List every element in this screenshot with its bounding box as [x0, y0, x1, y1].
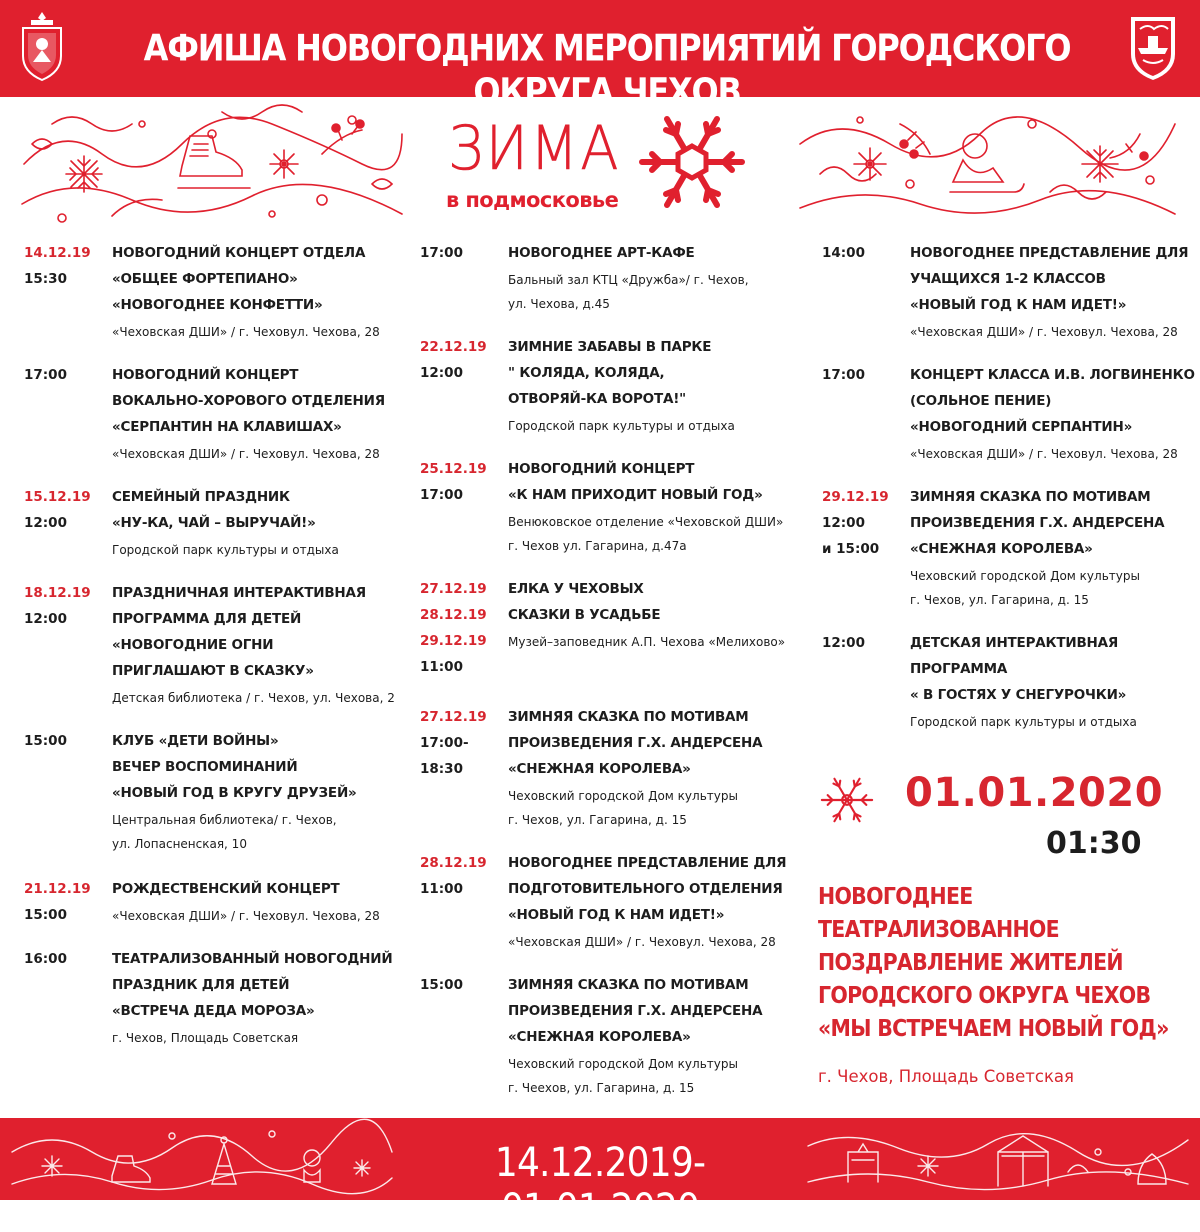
event-time: 11:00	[420, 881, 463, 897]
event-times	[420, 240, 506, 266]
event-title-line: «НОВОГОДНИЕ ОГНИ	[112, 637, 274, 653]
footer-ornament-left	[12, 1122, 392, 1196]
event-time: 17:00	[24, 367, 67, 383]
event-time: 12:00	[420, 365, 463, 381]
event-body	[508, 240, 796, 316]
event-title-line: СЕМЕЙНЫЙ ПРАЗДНИК	[112, 489, 290, 505]
event-time: 17:00-	[420, 735, 469, 751]
event-date: 29.12.19	[822, 489, 889, 505]
event-time: 17:00	[420, 245, 463, 261]
event-item	[420, 850, 796, 954]
final-event-venue: г. Чехов, Площадь Советская	[818, 1067, 1074, 1086]
event-item	[24, 876, 394, 928]
event-venue: Музей–заповедник А.П. Чехова «Мелихово»	[508, 635, 786, 649]
event-title-line: " КОЛЯДА, КОЛЯДА,	[508, 365, 665, 381]
event-body	[910, 484, 1182, 612]
event-item	[24, 484, 394, 562]
event-title-line: ПРАЗДНИЧНАЯ ИНТЕРАКТИВНАЯ	[112, 585, 366, 601]
event-times	[24, 362, 110, 388]
event-times	[420, 850, 506, 902]
snowflake-icon	[818, 771, 876, 829]
event-item	[24, 946, 394, 1050]
event-item	[822, 630, 1182, 734]
event-body	[508, 972, 796, 1100]
event-date: 28.12.19	[420, 607, 487, 623]
event-body	[112, 876, 394, 928]
final-event-date: 01.01.2020	[905, 770, 1164, 816]
event-date: 28.12.19	[420, 855, 487, 871]
final-event-title-line: НОВОГОДНЕЕ	[818, 882, 973, 910]
event-venue: г. Чехов ул. Гагарина, д.47а	[508, 539, 687, 553]
event-item	[420, 704, 796, 832]
event-title-line: «НОВЫЙ ГОД В КРУГУ ДРУЗЕЙ»	[112, 785, 357, 801]
final-event-title-line: ПОЗДРАВЛЕНИЕ ЖИТЕЛЕЙ	[818, 948, 1123, 976]
event-body	[112, 580, 394, 710]
event-time: 17:00	[420, 487, 463, 503]
event-venue: «Чеховская ДШИ» / г. Чеховул. Чехова, 28	[112, 909, 380, 923]
event-title-line: «СНЕЖНАЯ КОРОЛЕВА»	[508, 761, 691, 777]
event-title-line: «СЕРПАНТИН НА КЛАВИШАХ»	[112, 419, 342, 435]
event-times	[420, 704, 506, 782]
event-body	[112, 484, 394, 562]
event-venue: Городской парк культуры и отдыха	[508, 419, 735, 433]
event-title-line: СКАЗКИ В УСАДЬБЕ	[508, 607, 661, 623]
event-item	[24, 240, 394, 344]
events-column-1	[24, 240, 394, 1050]
event-venue: г. Чехов, ул. Гагарина, д. 15	[910, 593, 1089, 607]
event-body	[508, 334, 796, 438]
event-date: 27.12.19	[420, 581, 487, 597]
event-body	[910, 630, 1182, 734]
event-title-line: «НОВОГОДНЕЕ КОНФЕТТИ»	[112, 297, 323, 313]
event-title-line: УЧАЩИХСЯ 1-2 КЛАССОВ	[910, 271, 1106, 287]
final-event-title-line: ГОРОДСКОГО ОКРУГА ЧЕХОВ	[818, 981, 1151, 1009]
event-venue: г. Чехов, ул. Гагарина, д. 15	[508, 813, 687, 827]
winter-logo	[440, 106, 760, 226]
event-title-line: ЗИМНЯЯ СКАЗКА ПО МОТИВАМ	[910, 489, 1151, 505]
event-item	[822, 362, 1195, 466]
event-time: 15:00	[24, 907, 67, 923]
event-date: 29.12.19	[420, 633, 487, 649]
header-banner	[0, 0, 1200, 114]
event-date: 14.12.19	[24, 245, 91, 261]
event-item	[24, 580, 394, 710]
event-body	[508, 850, 796, 954]
coat-of-arms-moscow-region-icon	[17, 10, 67, 82]
event-times	[24, 580, 110, 632]
event-title-line: ПРАЗДНИК ДЛЯ ДЕТЕЙ	[112, 977, 290, 993]
event-venue: Детская библиотека / г. Чехов, ул. Чехова, 2	[112, 691, 395, 705]
event-item	[420, 576, 796, 680]
event-title-line: НОВОГОДНИЙ КОНЦЕРТ	[112, 367, 299, 383]
event-date: 25.12.19	[420, 461, 487, 477]
event-time: 11:00	[420, 659, 463, 675]
event-times	[822, 484, 908, 562]
event-body	[112, 362, 394, 466]
event-title-line: ЕЛКА У ЧЕХОВЫХ	[508, 581, 644, 597]
event-times	[24, 484, 110, 536]
final-event-time: 01:30	[1046, 826, 1142, 861]
event-title-line: «ОБЩЕЕ ФОРТЕПИАНО»	[112, 271, 298, 287]
event-date: 22.12.19	[420, 339, 487, 355]
event-time: 15:00	[24, 733, 67, 749]
event-venue: Бальный зал КТЦ «Дружба»/ г. Чехов,	[508, 273, 749, 287]
event-date: 27.12.19	[420, 709, 487, 725]
event-item	[420, 456, 796, 558]
event-title-line: ТЕАТРАЛИЗОВАННЫЙ НОВОГОДНИЙ	[112, 951, 393, 967]
event-venue: г. Чехов, Площадь Советская	[112, 1031, 299, 1045]
event-item	[24, 362, 394, 466]
event-title-line: КОНЦЕРТ КЛАССА И.В. ЛОГВИНЕНКО	[910, 367, 1195, 383]
event-venue: Городской парк культуры и отдыха	[112, 543, 339, 557]
footer-banner	[0, 1118, 1200, 1232]
footer-ornament-right	[808, 1122, 1188, 1196]
event-times	[24, 728, 110, 754]
event-date: 15.12.19	[24, 489, 91, 505]
event-venue: «Чеховская ДШИ» / г. Чеховул. Чехова, 28	[910, 447, 1178, 461]
event-time: 14:00	[822, 245, 865, 261]
event-venue: Городской парк культуры и отдыха	[910, 715, 1137, 729]
winter-ornament-left	[22, 104, 404, 228]
event-item	[420, 972, 796, 1100]
event-title-line: ВЕЧЕР ВОСПОМИНАНИЙ	[112, 759, 298, 775]
event-title-line: ПРОИЗВЕДЕНИЯ Г.Х. АНДЕРСЕНА	[508, 1003, 763, 1019]
event-times	[420, 334, 506, 386]
event-title-line: ЗИМНИЕ ЗАБАВЫ В ПАРКЕ	[508, 339, 712, 355]
final-event-title-line: «МЫ ВСТРЕЧАЕМ НОВЫЙ ГОД»	[818, 1014, 1169, 1042]
events-column-2	[420, 240, 796, 1100]
logo-subtitle: в подмосковье	[446, 188, 619, 212]
event-venue: «Чеховская ДШИ» / г. Чеховул. Чехова, 28	[910, 325, 1178, 339]
event-time: 17:00	[822, 367, 865, 383]
event-time: 12:00	[24, 515, 67, 531]
event-date: 21.12.19	[24, 881, 91, 897]
event-title-line: ВОКАЛЬНО-ХОРОВОГО ОТДЕЛЕНИЯ	[112, 393, 385, 409]
event-body	[508, 576, 796, 680]
event-title-line: «ВСТРЕЧА ДЕДА МОРОЗА»	[112, 1003, 315, 1019]
event-title-line: (СОЛЬНОЕ ПЕНИЕ)	[910, 393, 1052, 409]
coat-of-arms-chekhov-icon	[1128, 14, 1178, 82]
event-time: 12:00	[24, 611, 67, 627]
event-body	[910, 362, 1195, 466]
event-time: 12:00	[822, 515, 865, 531]
event-time: 12:00	[822, 635, 865, 651]
event-title-line: НОВОГОДНЕЕ ПРЕДСТАВЛЕНИЕ ДЛЯ	[910, 245, 1189, 261]
event-body	[112, 728, 394, 856]
event-item	[822, 484, 1182, 612]
snowflake-icon	[636, 106, 748, 218]
event-title-line: ПРОИЗВЕДЕНИЯ Г.Х. АНДЕРСЕНА	[910, 515, 1165, 531]
event-times	[822, 240, 908, 266]
event-venue: «Чеховская ДШИ» / г. Чеховул. Чехова, 28	[112, 447, 380, 461]
event-body	[508, 704, 796, 832]
event-title-line: ЗИМНЯЯ СКАЗКА ПО МОТИВАМ	[508, 709, 749, 725]
event-title-line: «СНЕЖНАЯ КОРОЛЕВА»	[910, 541, 1093, 557]
event-title-line: НОВОГОДНЕЕ АРТ-КАФЕ	[508, 245, 695, 261]
event-title-line: «НОВОГОДНИЙ СЕРПАНТИН»	[910, 419, 1133, 435]
event-title-line: РОЖДЕСТВЕНСКИЙ КОНЦЕРТ	[112, 881, 340, 897]
event-times	[24, 240, 110, 292]
event-title-line: «НОВЫЙ ГОД К НАМ ИДЕТ!»	[508, 907, 725, 923]
event-title-line: «К НАМ ПРИХОДИТ НОВЫЙ ГОД»	[508, 487, 763, 503]
event-times	[24, 946, 110, 972]
date-range: 14.12.2019-01.01.2020	[494, 1140, 706, 1232]
event-time: 15:00	[420, 977, 463, 993]
final-event-title-line: ТЕАТРАЛИЗОВАННОЕ	[818, 915, 1059, 943]
event-time: 16:00	[24, 951, 67, 967]
event-venue: Чеховский городской Дом культуры	[508, 1057, 738, 1071]
event-title-line: « В ГОСТЯХ У СНЕГУРОЧКИ»	[910, 687, 1127, 703]
event-venue: Центральная библиотека/ г. Чехов,	[112, 813, 337, 827]
event-venue: «Чеховская ДШИ» / г. Чеховул. Чехова, 28	[508, 935, 776, 949]
logo-word: ЗИМА	[448, 114, 621, 185]
event-title-line: ПРИГЛАШАЮТ В СКАЗКУ»	[112, 663, 314, 679]
event-venue: г. Чеехов, ул. Гагарина, д. 15	[508, 1081, 695, 1095]
event-body	[508, 456, 796, 558]
event-title-line: ЗИМНЯЯ СКАЗКА ПО МОТИВАМ	[508, 977, 749, 993]
winter-ornament-right	[800, 104, 1175, 228]
event-title-line: НОВОГОДНЕЕ ПРЕДСТАВЛЕНИЕ ДЛЯ	[508, 855, 787, 871]
event-time: 15:30	[24, 271, 67, 287]
events-column-3	[822, 240, 1195, 734]
event-item	[24, 728, 394, 856]
event-body	[112, 946, 394, 1050]
event-venue: Чеховский городской Дом культуры	[508, 789, 738, 803]
event-times	[420, 456, 506, 508]
event-times	[822, 362, 908, 388]
event-date: 18.12.19	[24, 585, 91, 601]
event-title-line: НОВОГОДНИЙ КОНЦЕРТ	[508, 461, 695, 477]
event-item	[420, 334, 796, 438]
event-title-line: «НУ-КА, ЧАЙ – ВЫРУЧАЙ!»	[112, 515, 316, 531]
event-venue: «Чеховская ДШИ» / г. Чеховул. Чехова, 28	[112, 325, 380, 339]
event-body	[910, 240, 1189, 344]
event-title-line: ПРОИЗВЕДЕНИЯ Г.Х. АНДЕРСЕНА	[508, 735, 763, 751]
event-venue: Венюковское отделение «Чеховской ДШИ»	[508, 515, 784, 529]
event-title-line: НОВОГОДНИЙ КОНЦЕРТ ОТДЕЛА	[112, 245, 366, 261]
event-time: 18:30	[420, 761, 463, 777]
event-venue: Чеховский городской Дом культуры	[910, 569, 1140, 583]
event-times	[822, 630, 908, 656]
page-title: АФИША НОВОГОДНИХ МЕРОПРИЯТИЙ ГОРОДСКОГО ОКРУГА ЧЕХОВ	[143, 26, 1071, 114]
event-venue: ул. Чехова, д.45	[508, 297, 610, 311]
event-item	[420, 240, 796, 316]
event-title-line: ДЕТСКАЯ ИНТЕРАКТИВНАЯ	[910, 635, 1119, 651]
event-title-line: КЛУБ «ДЕТИ ВОЙНЫ»	[112, 733, 279, 749]
event-title-line: «НОВЫЙ ГОД К НАМ ИДЕТ!»	[910, 297, 1127, 313]
event-title-line: «СНЕЖНАЯ КОРОЛЕВА»	[508, 1029, 691, 1045]
final-event-title	[818, 880, 1188, 1045]
event-title-line: ПОДГОТОВИТЕЛЬНОГО ОТДЕЛЕНИЯ	[508, 881, 783, 897]
event-times	[420, 972, 506, 998]
event-venue: ул. Лопасненская, 10	[112, 837, 247, 851]
event-item	[822, 240, 1189, 344]
event-body	[112, 240, 394, 344]
event-title-line: ПРОГРАММА ДЛЯ ДЕТЕЙ	[112, 611, 302, 627]
event-title-line: ПРОГРАММА	[910, 661, 1008, 677]
event-times	[420, 576, 506, 680]
event-times	[24, 876, 110, 928]
event-time: и 15:00	[822, 541, 880, 557]
event-title-line: ОТВОРЯЙ-КА ВОРОТА!"	[508, 391, 687, 407]
